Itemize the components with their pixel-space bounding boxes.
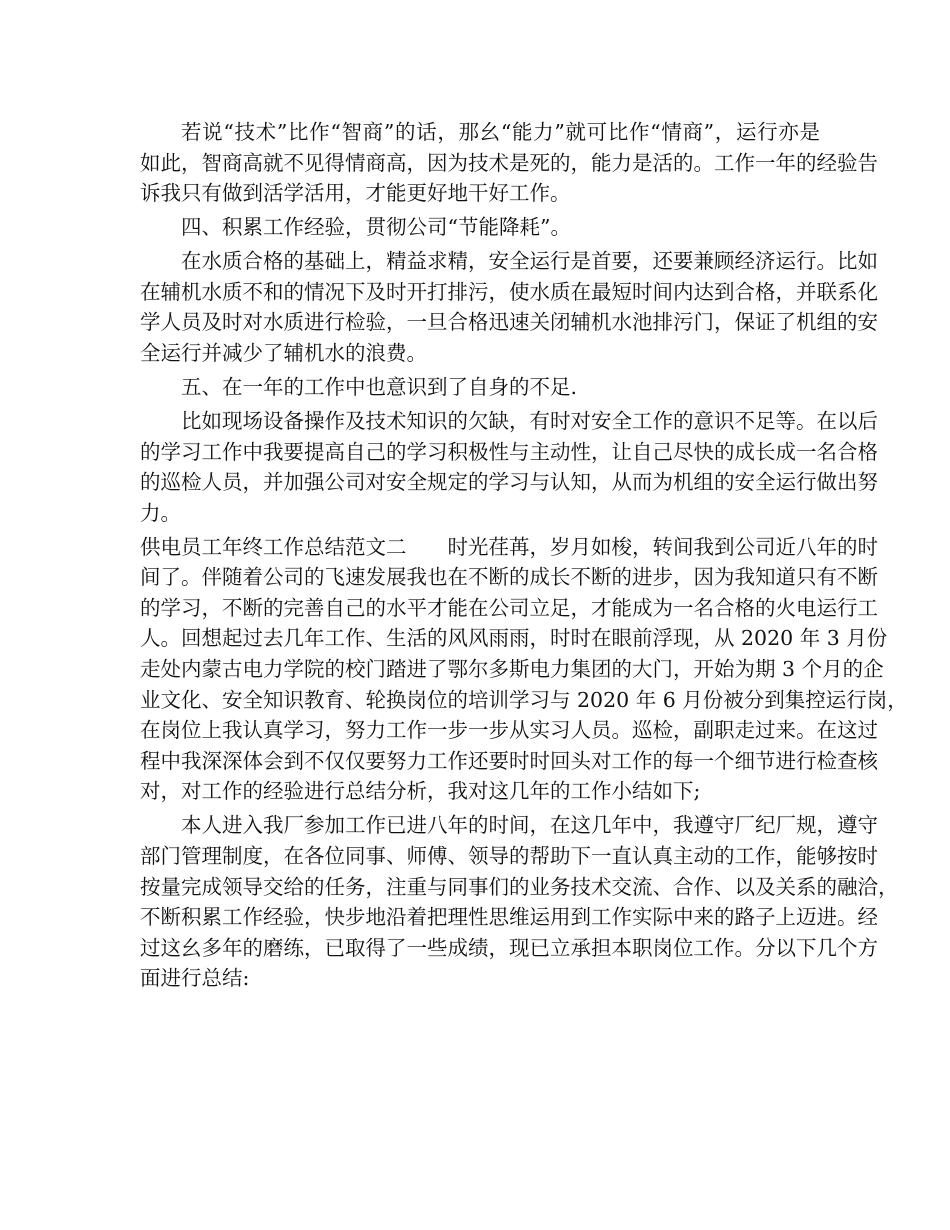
text-line: 的学习，不断的完善自己的水平才能在公司立足，才能成为一名合格的火电运行工 xyxy=(140,595,878,620)
text-line: 的学习工作中我要提高自己的学习积极性与主动性，让自己尽快的成长成一名合格 xyxy=(140,439,878,464)
paragraph xyxy=(140,246,878,368)
text-line: 在岗位上我认真学习，努力工作一步一步从实习人员。巡检，副职走过来。在这过 xyxy=(140,718,878,743)
text-line: 过这幺多年的磨练，已取得了一些成绩，现已立承担本职岗位工作。分以下几个方 xyxy=(140,935,878,960)
paragraph xyxy=(140,406,878,528)
text-line: 力。 xyxy=(140,500,181,525)
paragraph xyxy=(140,372,820,403)
text-line: 供电员工年终工作总结范文二 时光荏苒，岁月如梭，转间我到公司近八年的时 xyxy=(140,534,878,559)
text-line: 部门管理制度，在各位同事、师傅、领导的帮助下一直认真主动的工作，能够按时 xyxy=(140,844,878,868)
text-line: 在辅机水质不和的情况下及时开打排污，使水质在最短时间内达到合格，并联系化 xyxy=(140,279,878,304)
paragraph xyxy=(140,212,820,243)
text-line: 走处内蒙古电力学院的校门踏进了鄂尔多斯电力集团的大门，开始为期 3 个月的企 xyxy=(140,657,884,682)
document-body xyxy=(140,117,908,994)
text-line: 学人员及时对水质进行检验，一旦合格迅速关闭辅机水池排污门，保证了机组的安 xyxy=(140,310,878,335)
text-line: 对，对工作的经验进行总结分析，我对这几年的工作小结如下; xyxy=(140,779,701,804)
text-line: 人。回想起过去几年工作、生活的风风雨雨，时时在眼前浮现，从 2020 年 3 月份 xyxy=(140,626,888,651)
text-line: 在水质合格的基础上，精益求精，安全运行是首要，还要兼顾经济运行。比如 xyxy=(181,249,878,274)
text-line: 面进行总结: xyxy=(140,966,250,991)
text-line: 如此，智商高就不见得情商高，因为技术是死的，能力是活的。工作一年的经验告 xyxy=(140,150,878,175)
text-line: 本人进入我厂参加工作已进八年的时间，在这几年中，我遵守厂纪厂规，遵守 xyxy=(181,813,878,838)
text-line: 业文化、安全知识教育、轮换岗位的培训学习与 2020 年 6 月份被分到集控运行岗， xyxy=(140,687,908,712)
text-line: 全运行并减少了辅机水的浪费。 xyxy=(140,340,427,365)
text-line: 四、积累工作经验，贯彻公司“节能降耗”。 xyxy=(181,215,571,240)
text-line: 若说“技术”比作“智商”的话，那幺“能力”就可比作“情商”，运行亦是 xyxy=(181,120,820,144)
paragraph xyxy=(140,810,899,994)
text-line: 比如现场设备操作及技术知识的欠缺，有时对安全工作的意识不足等。在以后 xyxy=(181,408,878,433)
text-line: 五、在一年的工作中也意识到了自身的不足. xyxy=(181,374,578,399)
text-line: 诉我只有做到活学活用，才能更好地干好工作。 xyxy=(140,181,571,206)
text-line: 不断积累工作经验，快步地沿着把理性思维运用到工作实际中来的路子上迈进。经 xyxy=(140,905,878,930)
paragraph xyxy=(140,117,878,209)
text-line: 间了。伴随着公司的飞速发展我也在不断的成长不断的进步，因为我知道只有不断 xyxy=(140,565,878,590)
paragraph xyxy=(140,532,908,807)
text-line: 的巡检人员，并加强公司对安全规定的学习与认知，从而为机组的安全运行做出努 xyxy=(140,470,878,495)
text-line: 按量完成领导交给的任务，注重与同事们的业务技术交流、合作、以及关系的融洽， xyxy=(140,874,899,899)
text-line: 程中我深深体会到不仅仅要努力工作还要时时回头对工作的每一个细节进行检查核 xyxy=(140,748,878,773)
